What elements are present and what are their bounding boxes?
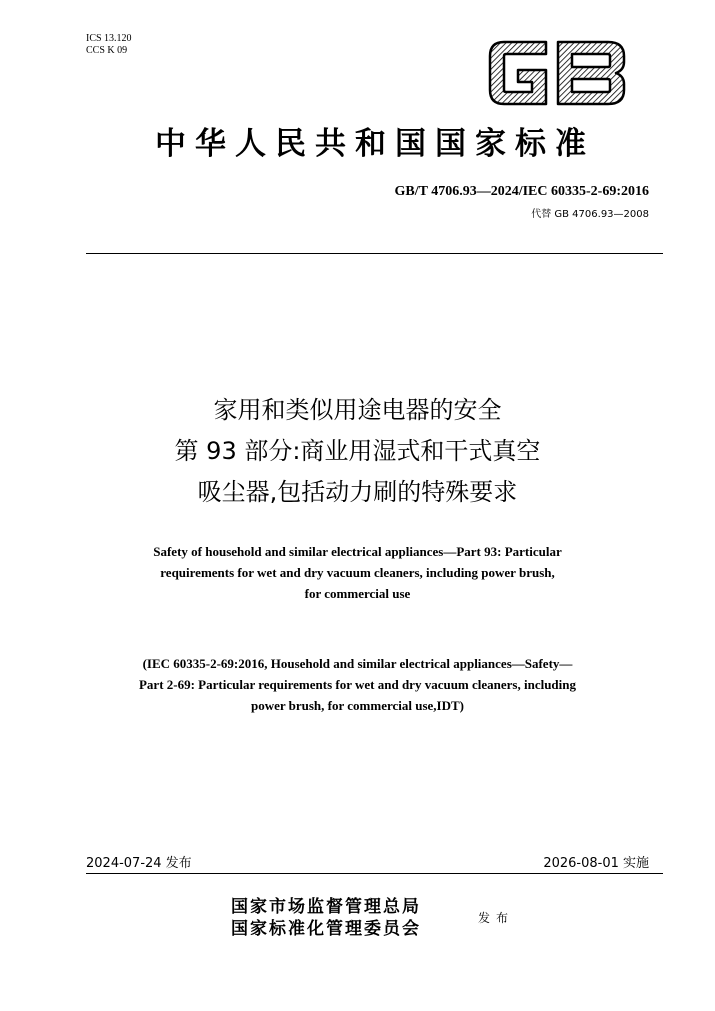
- english-title-line: requirements for wet and dry vacuum cleaners, including power brush,: [160, 565, 555, 580]
- iec-equivalence: [70, 653, 645, 716]
- replaces-standard: 代替 GB 4706.93—2008: [531, 209, 649, 220]
- english-title: [90, 541, 625, 604]
- iec-line: power brush, for commercial use,IDT): [250, 698, 465, 713]
- header-divider: [86, 253, 663, 254]
- english-title-line: for commercial use: [304, 586, 411, 601]
- chinese-title: [60, 390, 655, 513]
- implementation-date: 2026-08-01 实施: [543, 856, 649, 871]
- iec-line: Part 2-69: Particular requirements for wet and dry vacuum cleaners, including: [138, 677, 577, 692]
- issue-date: 2024-07-24 发布: [86, 856, 192, 871]
- standard-number: GB/T 4706.93—2024/IEC 60335-2-69:2016: [394, 184, 649, 199]
- english-title-line: Safety of household and similar electrical appliances—Part 93: Particular: [153, 544, 562, 559]
- iec-line: (IEC 60335-2-69:2016, Household and similar electrical appliances—Safety—: [142, 656, 573, 671]
- classification-codes: [86, 33, 132, 57]
- ccs-code: CCS K 09: [86, 45, 128, 56]
- national-standard-title: 中华人民共和国国家标准: [155, 126, 595, 162]
- date-divider: [86, 873, 663, 874]
- issuer-name: 国家标准化管理委员会: [231, 919, 421, 939]
- chinese-title-line: 吸尘器,包括动力刷的特殊要求: [197, 478, 518, 506]
- gb-logo-icon: [484, 36, 630, 110]
- issuer-name: 国家市场监督管理总局: [231, 897, 421, 917]
- issuing-authorities: [231, 896, 421, 940]
- chinese-title-line: 家用和类似用途电器的安全: [213, 396, 502, 424]
- chinese-title-line: 第 93 部分:商业用湿式和干式真空: [174, 437, 541, 465]
- ics-code: ICS 13.120: [86, 33, 132, 44]
- publish-label: 发布: [478, 911, 515, 925]
